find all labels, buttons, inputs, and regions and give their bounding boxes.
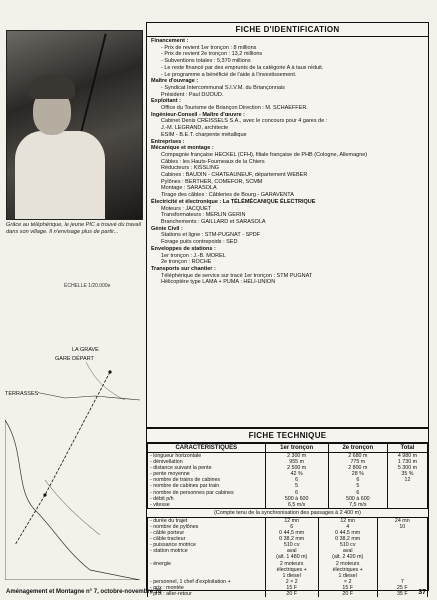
identification-lines [147, 37, 428, 287]
photo-man-in-cabin [6, 30, 143, 220]
id-line: - Subventions totales : 5,370 millions [161, 58, 251, 65]
table-cell: électriques + [265, 567, 318, 573]
table-cell: - prix : montée [148, 585, 266, 591]
id-heading: Transports sur chantier : [151, 265, 216, 272]
table-cell: 35 F [377, 591, 427, 597]
table-cell: - puissance motrice [148, 542, 266, 548]
table-cell: - nombre de trains de cabines [148, 477, 266, 483]
table-cell: 955 m [265, 459, 328, 465]
id-heading: Financement : [151, 38, 189, 44]
table-cell: 1 diesel [265, 573, 318, 579]
id-line: Tirage des câbles : Câbleries de Bourg - GARAVENTA [161, 192, 294, 199]
column-header: 1er tronçon [265, 444, 328, 453]
table-cell: 7,5 m/s [328, 502, 387, 508]
id-line: Compagnie française HECKEL (CFH), filiale française de PHB (Cologne, Allemagne) [161, 151, 368, 158]
id-line: Transformateurs : MERLIN GERIN [161, 212, 246, 219]
column-header: 2e tronçon [328, 444, 387, 453]
photo-caption: Grâce au téléphérique, le jeune PIC a trouvé du travail dans son village. Il n'envisage plus de partir... [6, 222, 141, 235]
table-cell: 2 × 2 [265, 579, 318, 585]
table-cell: 4 [318, 524, 377, 530]
id-heading: Mécanique et montage : [151, 145, 214, 152]
table-cell: - longueur horizontale [148, 453, 266, 460]
table-cell: 12 mn [318, 518, 377, 524]
table-cell: 2 800 m [328, 465, 387, 471]
table-cell: 28 % [328, 471, 387, 477]
id-line: Montage : SARASOLA [161, 185, 217, 192]
table-cell: 10 [377, 524, 427, 530]
map-label-gare-depart: GARE DÉPART [55, 356, 94, 362]
table-cell: - pente moyenne [148, 471, 266, 477]
id-line: ESIM - B.E.T. charpente métallique [161, 131, 247, 138]
column-header: Total [387, 444, 427, 453]
table-cell: (alt. 1 480 m) [265, 554, 318, 560]
table-cell: 5 [328, 483, 387, 489]
table-cell: 15 F [318, 585, 377, 591]
table-cell: 510 cv [318, 542, 377, 548]
id-line: Cabines : BAUDIN - CHATEAUNEUF, département WEBER [161, 172, 308, 179]
identification-title: FICHE D'IDENTIFICATION [147, 23, 428, 37]
sync-note: (Compte tenu de la synchronisation des passages à 2 400 m) [147, 508, 428, 518]
table-cell: - débit p/h [148, 496, 266, 502]
id-line: 1er tronçon : J.-B. MOREL [161, 252, 226, 259]
route-map [5, 300, 140, 580]
table-cell: - station motrice [148, 548, 266, 554]
table-cell: 42 % [265, 471, 328, 477]
id-line: Président : Paul DIJOUD. [161, 91, 224, 98]
table-cell: 510 cv [265, 542, 318, 548]
table-cell: 20 F [265, 591, 318, 597]
id-heading: Exploitant : [151, 98, 181, 105]
page-footer [6, 589, 432, 595]
id-line: Cabinet Denis CREISSELS S.A., avec le concours pour 4 gares de : [161, 118, 328, 125]
id-line: Téléphérique de service sur tracé 1er tronçon : STM PUGNAT [161, 272, 313, 279]
identification-box [146, 22, 429, 428]
table-cell: 0 44,5 mm [318, 530, 377, 536]
id-line: J.-M. LEGRAND, architecte [161, 125, 229, 132]
id-heading: Génie Civil : [151, 225, 183, 232]
id-line: Hélicoptère type LAMA + PUMA : HELI-UNION [161, 279, 276, 286]
id-line: - Prix de revient 1er tronçon : 8 millions [161, 44, 257, 51]
table-cell: 6,5 m/s [265, 502, 328, 508]
table-cell: - nombre de pylônes [148, 524, 266, 530]
table-cell: 12 mn [265, 518, 318, 524]
id-line: - Syndicat Intercommunal S.I.V.M. du Briançonnais [161, 84, 285, 91]
table-cell: électriques + [318, 567, 377, 573]
table-cell: 0 38,2 mm [265, 536, 318, 542]
id-line: Réducteurs : KISSLING [161, 165, 220, 172]
table-cell: 2 moteurs [318, 561, 377, 567]
footer-source: Aménagement et Montagne n° 7, octobre-novembre 76 [6, 589, 162, 595]
table-row [148, 453, 428, 460]
id-line: - Le reste financé par des emprunts de la catégorie A à taux réduit. [161, 64, 324, 71]
table-cell: 5 300 m [387, 465, 427, 471]
table-cell: 500 à 600 [265, 496, 328, 502]
table-cell: aval [265, 548, 318, 554]
table-cell: 6 [328, 490, 387, 496]
id-heading: Enveloppes de stations : [151, 245, 216, 252]
table-cell: 6 [265, 524, 318, 530]
table-cell: 7 [377, 579, 427, 585]
table-cell: - personnel, 1 chef d'exploitation + [148, 579, 266, 585]
photo-cap [29, 75, 75, 99]
table-cell: 6 [265, 490, 328, 496]
id-line: - Prix de revient 2e tronçon : 13,2 millions [161, 51, 263, 58]
table-cell: - nombre de personnes par cabines [148, 490, 266, 496]
table-cell: - durée du trajet [148, 518, 266, 524]
table-cell: - câble tracteur [148, 536, 266, 542]
table-cell: 6 [265, 477, 328, 483]
table-cell: - câble porteur [148, 530, 266, 536]
table-cell: 2 300 m [265, 453, 328, 460]
table-cell: (alt. 2 420 m) [318, 554, 377, 560]
table-cell: 2 680 m [328, 453, 387, 460]
table-cell: 20 F [318, 591, 377, 597]
id-line: Stations et ligne : STM-PUGNAT - SPDF [161, 232, 261, 239]
page-number: 37 [418, 589, 426, 596]
map-label-terrasses: TERRASSES [5, 391, 39, 397]
id-line: 2e tronçon : ROCHE [161, 259, 212, 266]
table-cell: 1 diesel [318, 573, 377, 579]
table-cell: - vitesse [148, 502, 266, 508]
id-heading: Électricité et électronique : La TÉLÉMÉCANIQUE ÉLECTRIQUE [151, 198, 316, 205]
id-line: - Le programme a bénéficié de l'aide à l'investissement. [161, 71, 297, 78]
id-line: Branchements : GAILLARD et SARASOLA [161, 218, 266, 225]
id-line: Office du Tourisme de Briançon Direction : M. SCHAEFFER. [161, 105, 308, 112]
table-cell: 35 % [387, 471, 427, 477]
table-cell: 1 730 m [387, 459, 427, 465]
id-heading: Maître d'ouvrage : [151, 78, 199, 85]
table-cell: 500 à 600 [328, 496, 387, 502]
table-cell: 24 mn [377, 518, 427, 524]
id-line: Câbles : les Hauts-Fourneaux de la Chiers [161, 158, 265, 165]
table-cell: - nombre de cabines par train [148, 483, 266, 489]
technique-table [147, 443, 428, 508]
table-cell: - prix : aller-retour [148, 591, 266, 597]
table-cell: 775 m [328, 459, 387, 465]
id-line: Forage puits contrepoids : SED [161, 239, 238, 246]
table-cell: 4 980 m [387, 453, 427, 460]
table-cell: - distance suivant la pente [148, 465, 266, 471]
table-cell: 6 [328, 477, 387, 483]
id-heading: Entreprises : [151, 138, 185, 145]
id-line: Moteurs : JACQUET [161, 205, 212, 212]
table-cell: 12 [387, 477, 427, 483]
table-cell: × 2 [318, 579, 377, 585]
id-line: Pylônes : BERTHER, COMEFOR, SCMM [161, 178, 263, 185]
table-cell: - dénivellation [148, 459, 266, 465]
technique-title: FICHE TECHNIQUE [147, 429, 428, 443]
table-cell: 2 moteurs [265, 561, 318, 567]
map-scale: ÉCHELLE 1/20.000e [64, 283, 111, 289]
technique-table-2 [147, 518, 428, 597]
id-heading: Ingénieur-Conseil - Maître d'œuvre : [151, 111, 245, 118]
table-cell: 0 38,2 mm [318, 536, 377, 542]
table-cell: 15 F [265, 585, 318, 591]
table-cell: 2 500 m [265, 465, 328, 471]
table-cell: - énergie [148, 561, 266, 567]
map-label-la-grave: LA GRAVE [72, 347, 99, 353]
table-cell: 25 F [377, 585, 427, 591]
table-cell: 0 44,5 mm [265, 530, 318, 536]
column-header: CARACTÉRISTIQUES [148, 444, 266, 453]
table-cell: aval [318, 548, 377, 554]
table-cell: 5 [265, 483, 328, 489]
photo-body [15, 131, 105, 220]
